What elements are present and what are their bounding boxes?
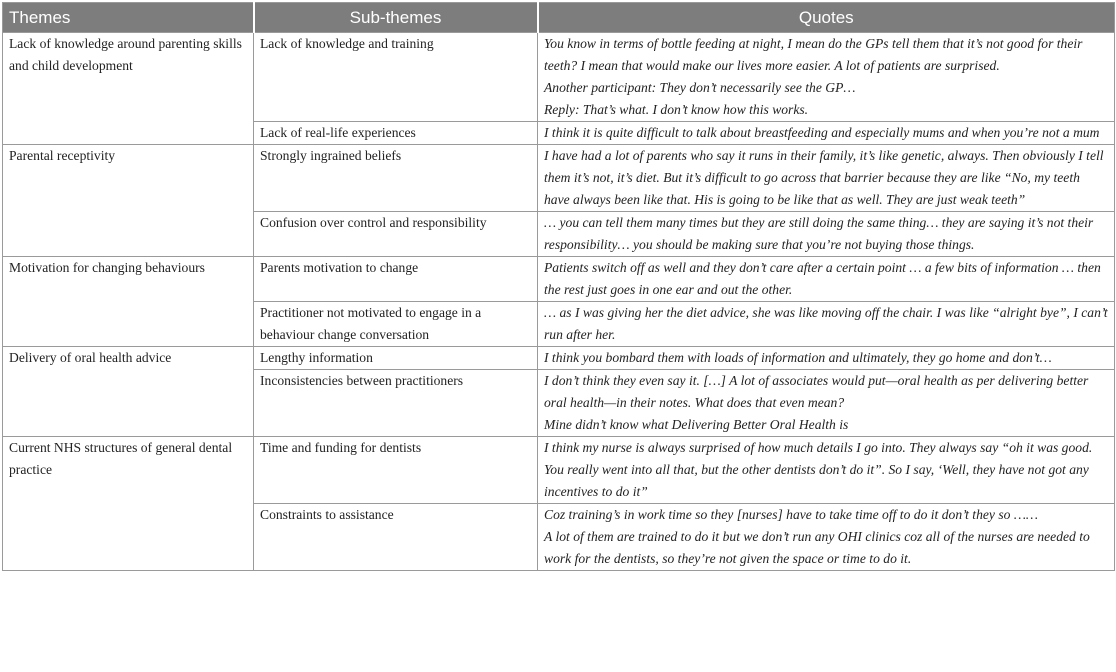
quote-text: I think you bombard them with loads of information and ultimately, they go home and don’t… — [544, 350, 1052, 365]
table-row — [3, 33, 1115, 122]
quote-cell — [538, 302, 1115, 347]
theme-cell: Motivation for changing behaviours — [3, 257, 254, 347]
quote-cell — [538, 504, 1115, 571]
header-themes: Themes — [3, 3, 254, 33]
quote-text: Mine didn’t know what Delivering Better Oral Health is — [544, 417, 849, 432]
quote-text: I have had a lot of parents who say it runs in their family, it’s like genetic, always. Then obviously I tell them it’s not, it’s diet. But it’s difficult to go across that barrier because they are like “No, my teeth have always been like that. His is going to be like that as well. They are just weak teeth” — [544, 148, 1104, 207]
subtheme-cell: Confusion over control and responsibility — [254, 212, 538, 257]
subtheme-cell: Practitioner not motivated to engage in a behaviour change conversation — [254, 302, 538, 347]
quote-text: … as I was giving her the diet advice, she was like moving off the chair. I was like “alright bye”, I can’t run after her. — [544, 305, 1108, 342]
quote-cell — [538, 122, 1115, 145]
table-row — [3, 145, 1115, 212]
subtheme-cell: Inconsistencies between practitioners — [254, 370, 538, 437]
subtheme-cell: Strongly ingrained beliefs — [254, 145, 538, 212]
table-row — [3, 347, 1115, 370]
table-body — [3, 33, 1115, 571]
quote-text: A lot of them are trained to do it but we don’t run any OHI clinics coz all of the nurses are needed to work for the dentists, so they’re not given the space or time to do it. — [544, 529, 1090, 566]
quote-cell — [538, 257, 1115, 302]
quote-text: I don’t think they even say it. […] A lot of associates would put—oral health as per delivering better oral health—in their notes. What does that even mean? — [544, 373, 1089, 410]
subtheme-cell: Lack of knowledge and training — [254, 33, 538, 122]
subtheme-cell: Lack of real-life experiences — [254, 122, 538, 145]
quote-cell — [538, 145, 1115, 212]
table-row — [3, 437, 1115, 504]
quote-cell — [538, 437, 1115, 504]
subtheme-cell: Lengthy information — [254, 347, 538, 370]
quote-cell — [538, 347, 1115, 370]
quote-text: Another participant: They don’t necessarily see the GP… — [544, 80, 856, 95]
quote-text: Coz training’s in work time so they [nurses] have to take time off to do it don’t they so …… — [544, 507, 1039, 522]
header-quotes: Quotes — [538, 3, 1115, 33]
quote-cell — [538, 370, 1115, 437]
quote-text: Reply: That’s what. I don’t know how this works. — [544, 102, 809, 117]
quote-text: … you can tell them many times but they are still doing the same thing… they are saying it’s not their responsibility… you should be making sure that you’re not buying those things. — [544, 215, 1094, 252]
quote-text: You know in terms of bottle feeding at night, I mean do the GPs tell them that it’s not good for their teeth? I mean that would make our lives more easier. A lot of patients are surprised. — [544, 36, 1083, 73]
theme-cell: Current NHS structures of general dental practice — [3, 437, 254, 571]
theme-cell: Parental receptivity — [3, 145, 254, 257]
quote-text: I think my nurse is always surprised of how much details I go into. They always say “oh it was good. You really went into all that, but the other dentists don’t do it”. So I say, ‘Well, they have not got any incentives to do it” — [544, 440, 1093, 499]
subtheme-cell: Time and funding for dentists — [254, 437, 538, 504]
quote-cell — [538, 212, 1115, 257]
table-row — [3, 257, 1115, 302]
subtheme-cell: Constraints to assistance — [254, 504, 538, 571]
theme-cell: Lack of knowledge around parenting skills and child development — [3, 33, 254, 145]
themes-table — [2, 2, 1115, 571]
quote-cell — [538, 33, 1115, 122]
header-sub-themes: Sub-themes — [254, 3, 538, 33]
subtheme-cell: Parents motivation to change — [254, 257, 538, 302]
header-row — [3, 3, 1115, 33]
quote-text: Patients switch off as well and they don’t care after a certain point … a few bits of information … then the rest just goes in one ear and out the other. — [544, 260, 1101, 297]
quote-text: I think it is quite difficult to talk about breastfeeding and especially mums and when you’re not a mum — [544, 125, 1100, 140]
theme-cell: Delivery of oral health advice — [3, 347, 254, 437]
